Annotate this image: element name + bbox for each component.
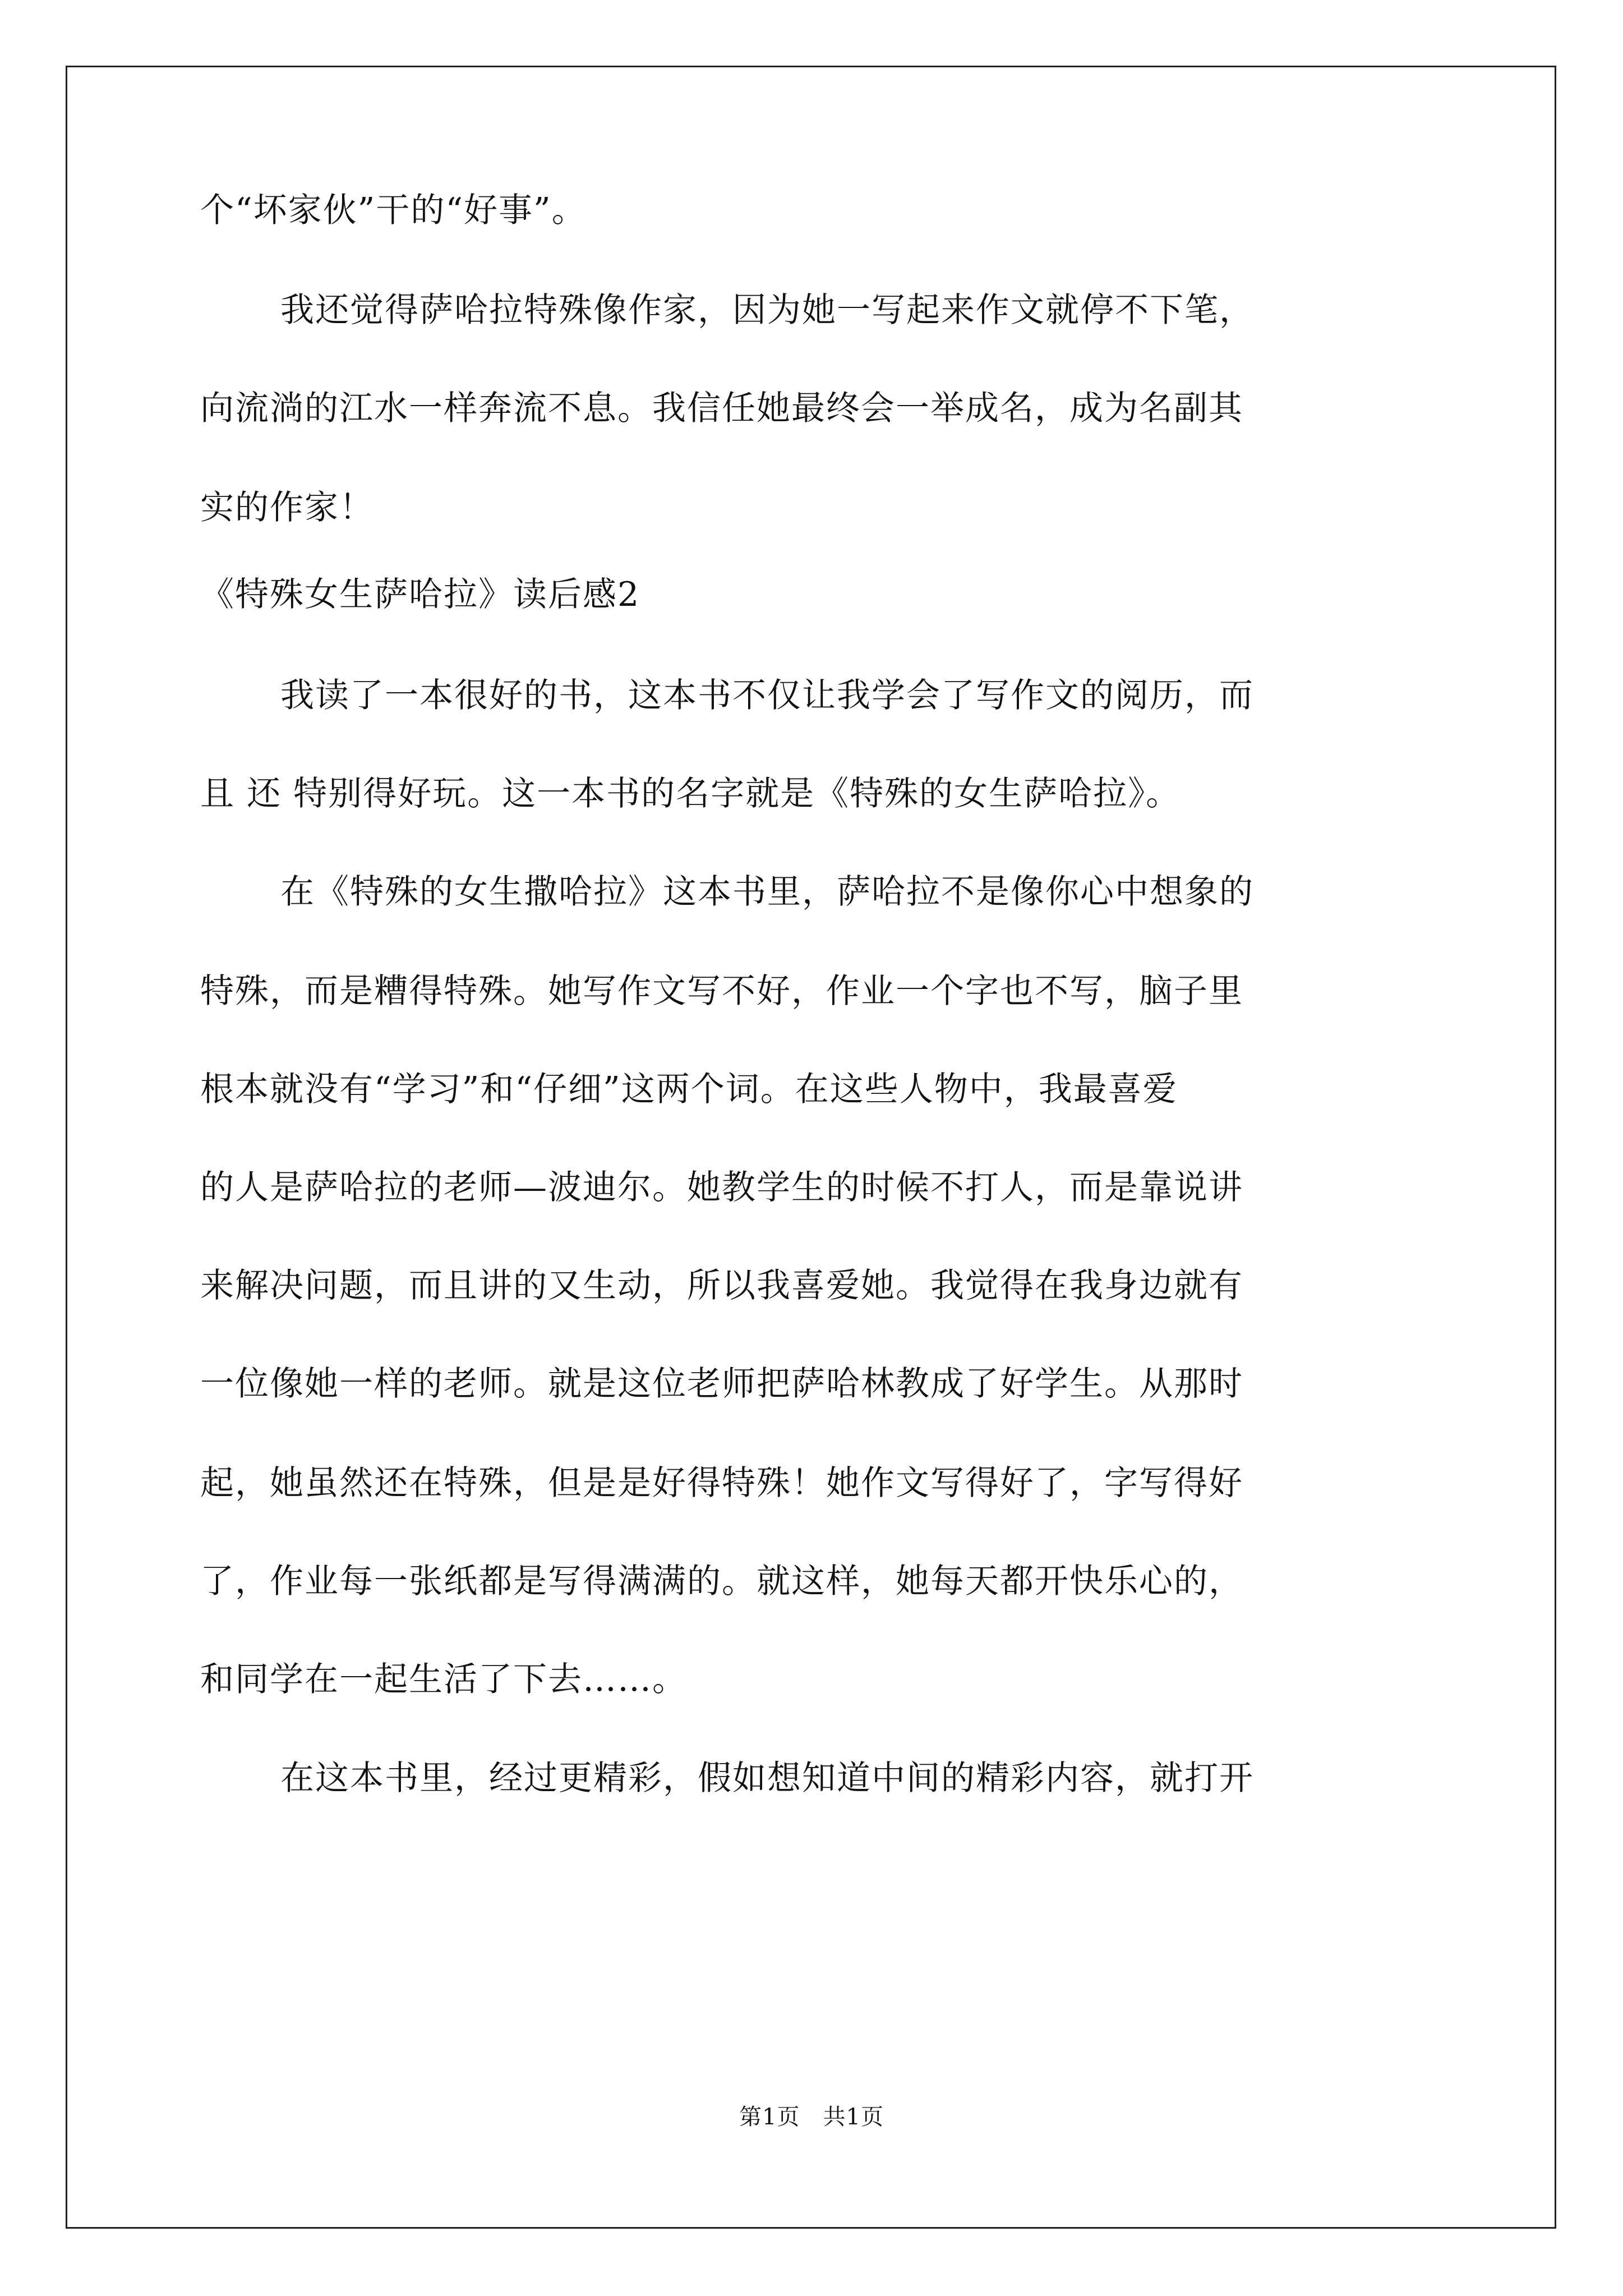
- page-number: 第1页 共1页: [739, 2104, 884, 2130]
- text-line: 起，她虽然还在特殊，但是是好得特殊！她作文写得好了，字写得好: [200, 1464, 1243, 1503]
- section-heading: 《特殊女生萨哈拉》读后感2: [200, 575, 640, 614]
- text-line: 一位像她一样的老师。就是这位老师把萨哈林教成了好学生。从那时: [200, 1364, 1243, 1404]
- text-line: 了，作业每一张纸都是写得满满的。就这样，她每天都开快乐心的，: [200, 1562, 1243, 1601]
- text-line: 实的作家！: [200, 488, 374, 527]
- paragraph-start-line: 我还觉得萨哈拉特殊像作家，因为她一写起来作文就停不下笔，: [280, 291, 1254, 330]
- text-line: 来解决问题，而且讲的又生动，所以我喜爱她。我觉得在我身边就有: [200, 1266, 1243, 1305]
- text-line: 和同学在一起生活了下去……。: [200, 1660, 687, 1699]
- paragraph-start-line: 在这本书里，经过更精彩，假如想知道中间的精彩内容，就打开: [280, 1759, 1254, 1798]
- text-line: 向流淌的江水一样奔流不息。我信任她最终会一举成名，成为名副其: [200, 389, 1243, 428]
- text-line: 的人是萨哈拉的老师—波迪尔。她教学生的时候不打人，而是靠说讲: [200, 1168, 1243, 1207]
- paragraph-start-line: 在《特殊的女生撒哈拉》这本书里，萨哈拉不是像你心中想象的: [280, 872, 1254, 912]
- text-line: 特殊，而是糟得特殊。她写作文写不好，作业一个字也不写，脑子里: [200, 972, 1243, 1011]
- paragraph-start-line: 我读了一本很好的书，这本书不仅让我学会了写作文的阅历，而: [280, 676, 1254, 715]
- text-line: 根本就没有“学习”和“仔细”这两个词。在这些人物中，我最喜爱: [200, 1070, 1178, 1109]
- text-line: 个“坏家伙”干的“好事”。: [200, 191, 587, 230]
- text-line: 且 还 特别得好玩。这一本书的名字就是《特殊的女生萨哈拉》。: [200, 774, 1181, 813]
